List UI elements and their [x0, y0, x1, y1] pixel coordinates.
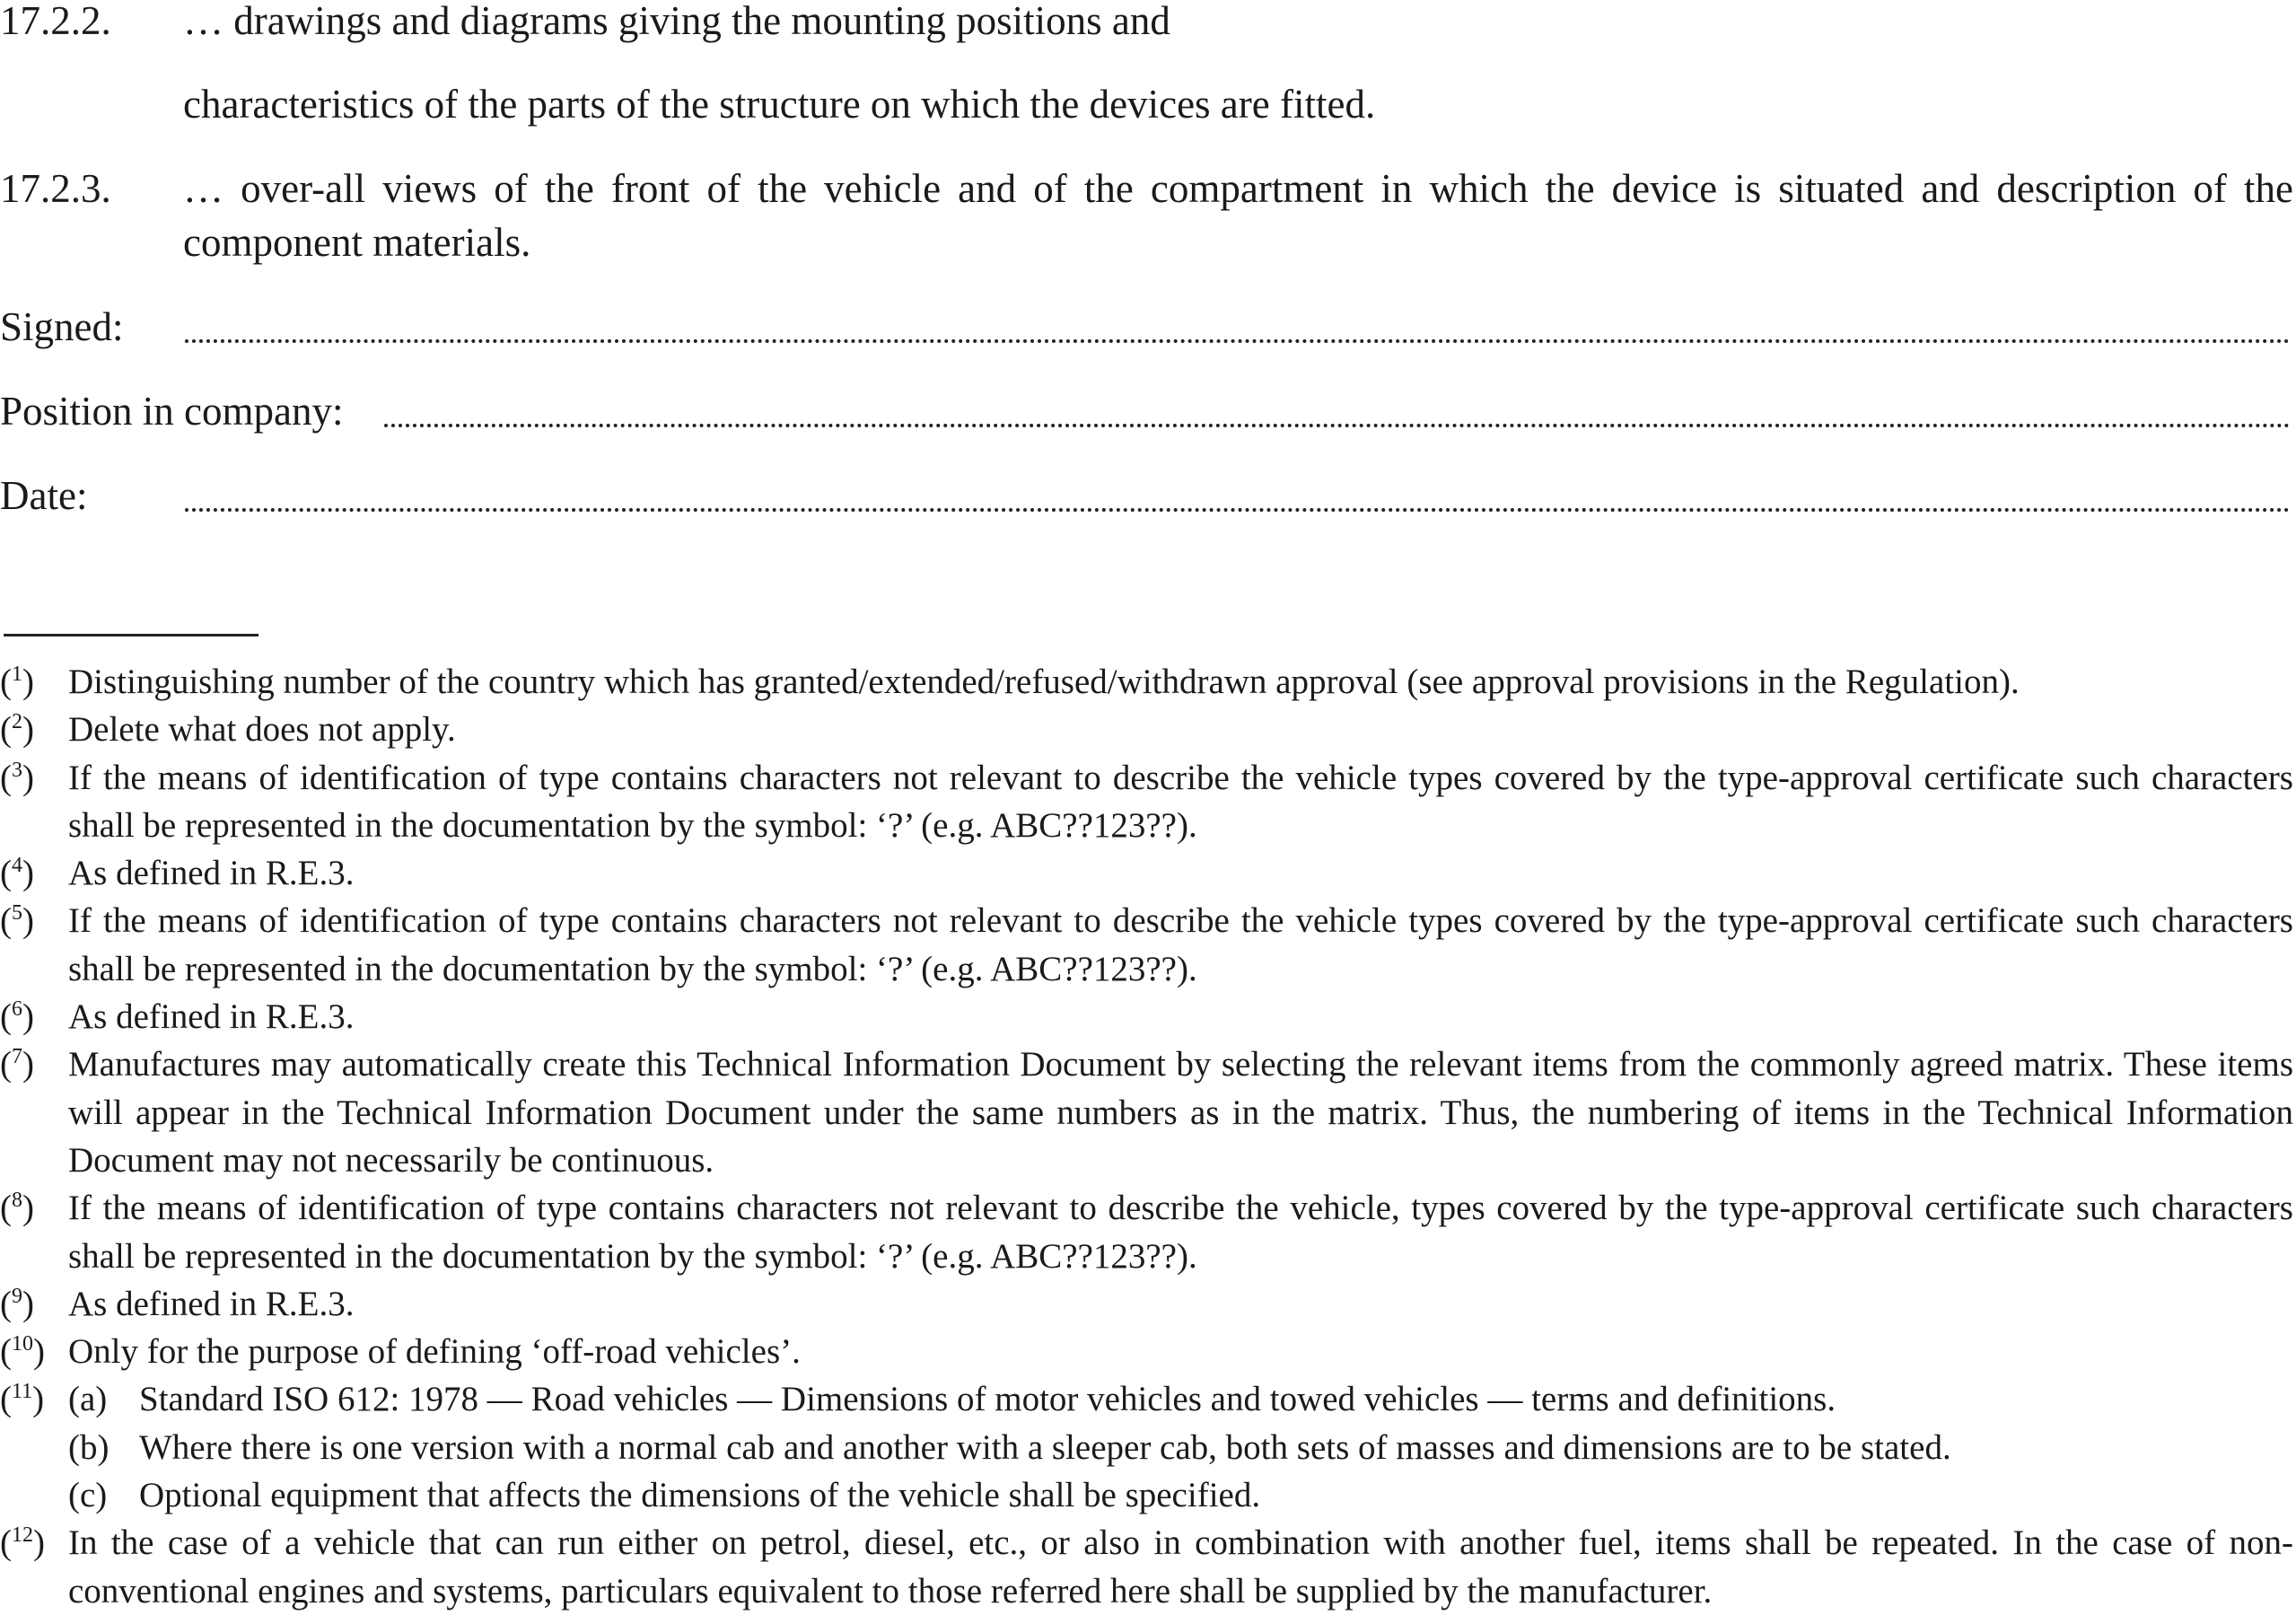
date-field[interactable]: [185, 508, 2291, 512]
footnote-ref: ($^2$): [0, 710, 34, 750]
footnote-12: [0, 1519, 2293, 1615]
item-paragraph: characteristics of the parts of the structure on which the devices are fitted.: [183, 82, 1376, 127]
position-row: [0, 384, 2291, 438]
footnote-3: [0, 754, 2293, 850]
item-number: 17.2.2.: [0, 0, 111, 43]
footnote-text: As defined in R.E.3.: [68, 854, 355, 893]
signed-field[interactable]: [185, 339, 2291, 343]
footnote-10: [0, 1328, 2293, 1375]
footnote-text: If the means of identification of type contains characters not relevant to describe the vehicle, types covered by the type-approval certificate such characters shall be represented in the documentation by the symbol: ‘?’ (e.g. ABC??123??).: [68, 1189, 2293, 1276]
footnote-text: Manufactures may automatically create this Technical Information Document by selecting the relevant items from the commonly agreed matrix. These items will appear in the Technical Information Document under the same numbers as in the matrix. Thus, the numbering of items in the Technical Information Document may not necessarily be continuous.: [68, 1045, 2293, 1180]
footnote-ref: ($^1$): [0, 663, 34, 701]
subitem-letter: (c): [68, 1476, 108, 1515]
item-number: 17.2.3.: [0, 166, 111, 211]
footnote-ref: ($^{10}$): [0, 1332, 45, 1372]
footnote-subitem-c: [68, 1471, 2293, 1519]
footnote-8: [0, 1184, 2293, 1280]
date-row: [0, 469, 2291, 522]
footnotes: [0, 658, 2293, 1615]
footnote-9: [0, 1280, 2293, 1328]
footnote-text: In the case of a vehicle that can run either on petrol, diesel, etc., or also in combination with another fuel, items shall be repeated. In the case of non-conventional engines and systems, particulars equivalent to those referred here shall be supplied by the manufacturer.: [68, 1523, 2293, 1611]
item-17-2-2: [0, 0, 2293, 131]
subitem-text: Where there is one version with a normal cab and another with a sleeper cab, both sets of masses and dimensions are to be stated.: [139, 1427, 1951, 1467]
footnote-text: Distinguishing number of the country which has granted/extended/refused/withdrawn approval (see approval provisions in the Regulation).: [68, 663, 2020, 701]
footnote-text: Delete what does not apply.: [68, 710, 456, 750]
position-field[interactable]: [384, 424, 2291, 427]
footnote-subitem-b: [68, 1424, 2293, 1471]
footnote-ref: ($^3$): [0, 758, 34, 797]
footnote-1: [0, 658, 2293, 706]
footnote-ref: ($^9$): [0, 1284, 34, 1323]
subitem-text: Optional equipment that affects the dimensions of the vehicle shall be specified.: [139, 1476, 1261, 1515]
item-17-2-3: [0, 162, 2293, 269]
footnote-ref: ($^5$): [0, 901, 34, 941]
item-paragraph: … over-all views of the front of the vehicle and of the compartment in which the device is situated and description of the component materials.: [183, 166, 2293, 265]
subitem-letter: (a): [68, 1380, 108, 1419]
item-paragraph: … drawings and diagrams giving the mounting positions and: [183, 0, 1170, 43]
footnote-7: [0, 1040, 2293, 1184]
footnote-ref: ($^7$): [0, 1045, 34, 1084]
date-label: Date:: [0, 473, 88, 518]
footnote-4: [0, 849, 2293, 897]
footnote-subitem-a: [68, 1375, 2293, 1423]
footnote-ref: ($^8$): [0, 1189, 34, 1228]
position-label: Position in company:: [0, 389, 344, 434]
item-text: [183, 0, 2293, 131]
footnote-text: As defined in R.E.3.: [68, 1284, 355, 1323]
signed-label: Signed:: [0, 304, 124, 349]
footnote-ref: ($^{11}$): [0, 1380, 45, 1419]
footnote-ref: ($^{12}$): [0, 1523, 45, 1563]
footnote-separator: [4, 634, 259, 636]
footnote-text: Only for the purpose of defining ‘off-road vehicles’.: [68, 1332, 801, 1372]
footnote-text: If the means of identification of type contains characters not relevant to describe the vehicle types covered by the type-approval certificate such characters shall be represented in the documentation by the symbol: ‘?’ (e.g. ABC??123??).: [68, 901, 2293, 988]
footnote-6: [0, 993, 2293, 1040]
subitem-text: Standard ISO 612: 1978 — Road vehicles — Dimensions of motor vehicles and towed vehicles — terms and definitions.: [139, 1380, 1836, 1419]
footnote-text: As defined in R.E.3.: [68, 997, 355, 1037]
subitem-letter: (b): [68, 1427, 110, 1467]
footnote-5: [0, 897, 2293, 993]
footnote-text: If the means of identification of type contains characters not relevant to describe the vehicle types covered by the type-approval certificate such characters shall be represented in the documentation by the symbol: ‘?’ (e.g. ABC??123??).: [68, 758, 2293, 845]
signed-row: [0, 300, 2291, 354]
footnote-ref: ($^4$): [0, 854, 34, 893]
footnote-ref: ($^6$): [0, 997, 34, 1037]
footnote-11: [0, 1375, 2293, 1519]
footnote-2: [0, 706, 2293, 753]
item-text: [183, 162, 2293, 269]
